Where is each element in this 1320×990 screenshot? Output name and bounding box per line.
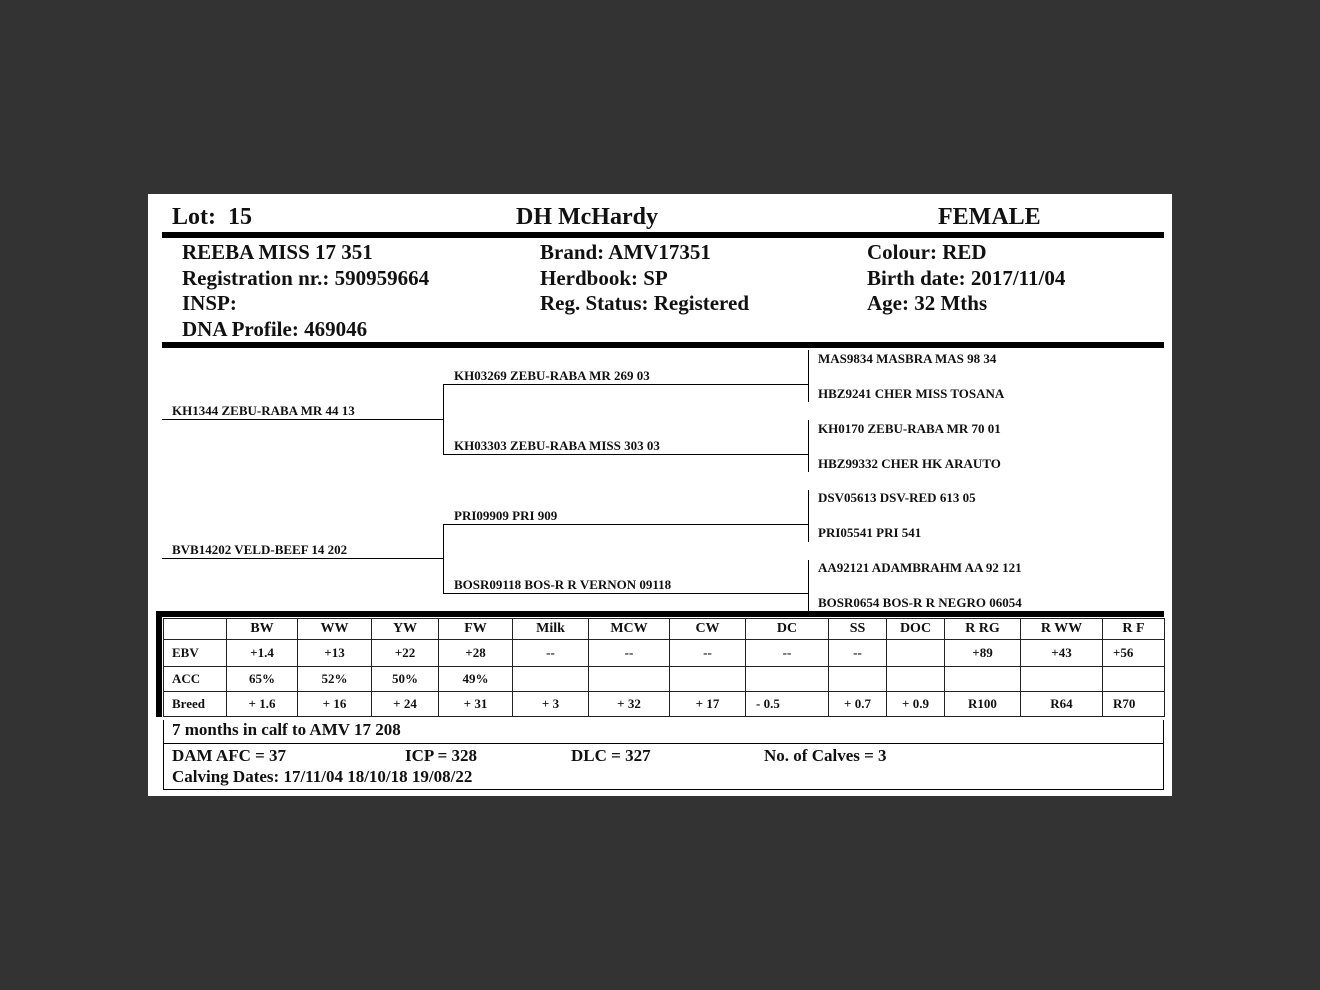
- dna-profile: DNA Profile: 469046: [182, 317, 368, 341]
- age-field: Age: 32 Mths: [867, 291, 988, 315]
- dam-sire-line: [443, 524, 809, 525]
- footer-left-border: [163, 720, 164, 790]
- ebv-header-bw: BW: [227, 619, 298, 640]
- ebv-header-rf: R F: [1103, 619, 1165, 640]
- table-cell: + 17: [670, 692, 746, 717]
- table-cell: 50%: [372, 667, 439, 692]
- lot-card: [148, 194, 1172, 796]
- lot-value: 15: [228, 204, 252, 230]
- pedigree-sire-dam: KH03303 ZEBU-RABA MISS 303 03: [454, 438, 660, 453]
- table-cell: +89: [945, 640, 1021, 667]
- table-cell: +28: [439, 640, 513, 667]
- sire-line: [162, 419, 444, 420]
- table-cell: +1.4: [227, 640, 298, 667]
- sire-bracket: [443, 384, 444, 454]
- ebv-top-border: [156, 611, 1164, 617]
- ebv-header-dc: DC: [746, 619, 829, 640]
- herdbook-field: Herdbook: SP: [540, 266, 668, 290]
- table-cell: [887, 667, 945, 692]
- table-cell: [513, 667, 589, 692]
- ebv-row-acc: [164, 667, 1165, 692]
- ebv-header-row: [164, 619, 1165, 640]
- dam-bracket: [443, 524, 444, 594]
- pedigree-sire: KH1344 ZEBU-RABA MR 44 13: [172, 403, 355, 418]
- table-cell: --: [829, 640, 887, 667]
- table-cell: +56: [1103, 640, 1165, 667]
- header-divider: [162, 232, 1164, 238]
- table-cell: R100: [945, 692, 1021, 717]
- table-cell: 49%: [439, 667, 513, 692]
- gg-bracket-4: [808, 560, 809, 612]
- gg-bracket-1: [808, 350, 809, 402]
- brand-field: Brand: AMV17351: [540, 240, 711, 264]
- table-cell: [746, 667, 829, 692]
- pedigree-dam: BVB14202 VELD-BEEF 14 202: [172, 542, 348, 557]
- gg-bracket-3: [808, 490, 809, 542]
- sire-sire-line: [443, 384, 809, 385]
- sex-label: FEMALE: [938, 204, 1041, 230]
- table-cell: +22: [372, 640, 439, 667]
- pedigree-gg-1: MAS9834 MASBRA MAS 98 34: [818, 351, 997, 366]
- pedigree-gg-7: AA92121 ADAMBRAHM AA 92 121: [818, 560, 1022, 575]
- ebv-header-rww: R WW: [1021, 619, 1103, 640]
- info-divider: [162, 342, 1164, 348]
- pedigree-gg-6: PRI05541 PRI 541: [818, 525, 922, 540]
- ebv-header-milk: Milk: [513, 619, 589, 640]
- table-cell: R70: [1103, 692, 1165, 717]
- pedigree-gg-8: BOSR0654 BOS-R R NEGRO 06054: [818, 595, 1022, 610]
- calving-dates: Calving Dates: 17/11/04 18/10/18 19/08/22: [172, 767, 473, 786]
- footer-divider: [163, 743, 1164, 744]
- table-cell: --: [513, 640, 589, 667]
- ebv-header-ss: SS: [829, 619, 887, 640]
- pedigree-sire-sire: KH03269 ZEBU-RABA MR 269 03: [454, 368, 650, 383]
- pedigree-dam-sire: PRI09909 PRI 909: [454, 508, 558, 523]
- registration-number: Registration nr.: 590959664: [182, 266, 430, 290]
- dam-afc: DAM AFC = 37: [172, 746, 287, 765]
- ebv-header-fw: FW: [439, 619, 513, 640]
- table-cell: ACC: [164, 667, 227, 692]
- ebv-table: [163, 618, 1165, 717]
- ebv-left-border: [156, 611, 162, 717]
- table-cell: + 1.6: [227, 692, 298, 717]
- table-cell: +13: [298, 640, 372, 667]
- table-cell: 52%: [298, 667, 372, 692]
- gg-bracket-2: [808, 420, 809, 472]
- pedigree-gg-2: HBZ9241 CHER MISS TOSANA: [818, 386, 1005, 401]
- table-cell: 65%: [227, 667, 298, 692]
- calf-note: 7 months in calf to AMV 17 208: [172, 720, 401, 739]
- lot-number: [172, 204, 252, 231]
- card-bottom-line: [163, 789, 1164, 790]
- ebv-header-blank: [164, 619, 227, 640]
- ebv-row-breed: [164, 692, 1165, 717]
- colour-field: Colour: RED: [867, 240, 987, 264]
- ebv-header-yw: YW: [372, 619, 439, 640]
- table-cell: [887, 640, 945, 667]
- table-cell: +43: [1021, 640, 1103, 667]
- ebv-row-ebv: [164, 640, 1165, 667]
- table-cell: [1103, 667, 1165, 692]
- sire-dam-line: [443, 454, 809, 455]
- footer-right-border: [1163, 720, 1164, 790]
- table-cell: [670, 667, 746, 692]
- table-cell: - 0.5: [746, 692, 829, 717]
- ebv-header-ww: WW: [298, 619, 372, 640]
- ebv-header-doc: DOC: [887, 619, 945, 640]
- table-cell: EBV: [164, 640, 227, 667]
- pedigree-gg-4: HBZ99332 CHER HK ARAUTO: [818, 456, 1001, 471]
- ebv-header-rrg: R RG: [945, 619, 1021, 640]
- pedigree-dam-dam: BOSR09118 BOS-R R VERNON 09118: [454, 577, 672, 592]
- dam-dam-line: [443, 593, 809, 594]
- lot-label: Lot:: [172, 204, 216, 230]
- table-cell: + 31: [439, 692, 513, 717]
- birth-date-field: Birth date: 2017/11/04: [867, 266, 1066, 290]
- table-cell: + 0.7: [829, 692, 887, 717]
- table-cell: + 0.9: [887, 692, 945, 717]
- table-cell: [1021, 667, 1103, 692]
- table-cell: + 24: [372, 692, 439, 717]
- ebv-header-mcw: MCW: [589, 619, 670, 640]
- dlc-value: DLC = 327: [571, 746, 651, 765]
- table-cell: + 16: [298, 692, 372, 717]
- table-cell: Breed: [164, 692, 227, 717]
- breeder-name: DH McHardy: [516, 204, 658, 230]
- pedigree-gg-5: DSV05613 DSV-RED 613 05: [818, 490, 976, 505]
- table-cell: [829, 667, 887, 692]
- animal-name: REEBA MISS 17 351: [182, 240, 373, 264]
- dam-line: [162, 558, 444, 559]
- table-cell: --: [746, 640, 829, 667]
- insp-field: INSP:: [182, 291, 237, 315]
- table-cell: --: [670, 640, 746, 667]
- table-cell: + 32: [589, 692, 670, 717]
- calves-count: No. of Calves = 3: [764, 746, 887, 765]
- ebv-header-cw: CW: [670, 619, 746, 640]
- icp-value: ICP = 328: [405, 746, 478, 765]
- table-cell: --: [589, 640, 670, 667]
- table-cell: [945, 667, 1021, 692]
- pedigree-gg-3: KH0170 ZEBU-RABA MR 70 01: [818, 421, 1001, 436]
- table-cell: + 3: [513, 692, 589, 717]
- table-cell: [589, 667, 670, 692]
- table-cell: R64: [1021, 692, 1103, 717]
- reg-status-field: Reg. Status: Registered: [540, 291, 749, 315]
